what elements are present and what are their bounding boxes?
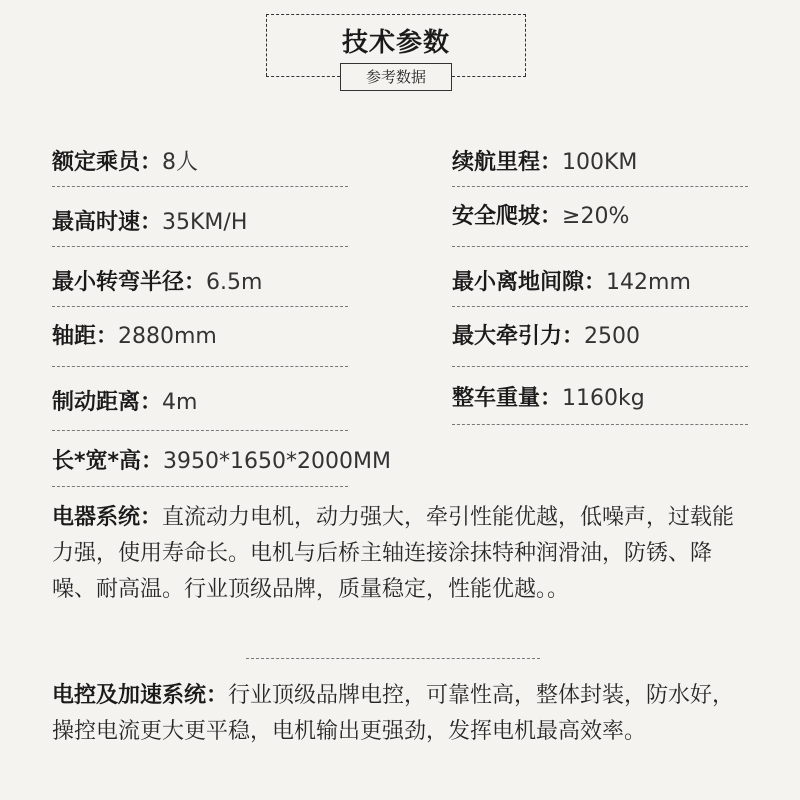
spec-turning-radius (52, 268, 262, 298)
spec-traction (452, 322, 640, 352)
controller-system-paragraph (52, 678, 752, 750)
spec-value: 6.5m (206, 270, 263, 295)
divider (452, 366, 748, 367)
spec-value: 2880mm (118, 324, 217, 349)
spec-value: 142mm (606, 270, 691, 295)
page-subtitle: 参考数据 (340, 63, 452, 91)
spec-weight (452, 384, 645, 414)
spec-value: 2500 (584, 324, 641, 349)
divider (52, 246, 348, 247)
title-frame-bottom-right (452, 76, 526, 77)
spec-braking-distance (52, 388, 197, 418)
electrical-system-paragraph (52, 500, 752, 608)
spec-value: ≥20% (562, 204, 630, 229)
divider (52, 186, 348, 187)
spec-value: 4m (162, 390, 198, 415)
divider (452, 246, 748, 247)
spec-value: 3950*1650*2000MM (163, 449, 391, 474)
spec-label: 最小离地间隙： (452, 270, 607, 295)
page-title: 技术参数 (341, 28, 450, 58)
spec-label: 长*宽*高： (52, 449, 164, 474)
divider (452, 186, 748, 187)
spec-label: 安全爬坡： (452, 204, 563, 229)
divider (452, 306, 748, 307)
spec-label: 制动距离： (52, 390, 163, 415)
spec-value: 1160kg (562, 386, 645, 411)
spec-range (452, 148, 637, 178)
spec-label: 最高时速： (52, 210, 163, 235)
paragraph-text: 行业顶级品牌电控，可靠性高，整体封装，防水好，操控电流更大更平稳，电机输出更强劲，发挥电机最高效率。 (52, 683, 735, 744)
divider (52, 366, 348, 367)
spec-rated-passengers (52, 148, 198, 178)
paragraph-label: 电控及加速系统： (52, 683, 229, 708)
paragraph-label: 电器系统： (52, 505, 163, 530)
divider (52, 306, 348, 307)
spec-label: 续航里程： (452, 150, 563, 175)
spec-value: 100KM (562, 150, 638, 175)
spec-max-speed (52, 208, 247, 238)
spec-dimensions (52, 447, 391, 477)
divider (452, 424, 748, 425)
spec-label: 额定乘员： (52, 150, 163, 175)
spec-label: 最小转弯半径： (52, 270, 207, 295)
divider (52, 486, 348, 487)
divider (52, 430, 348, 431)
spec-label: 最大牵引力： (452, 324, 585, 349)
spec-ground-clearance (452, 268, 691, 298)
spec-label: 整车重量： (452, 386, 563, 411)
spec-climbing (452, 202, 629, 232)
section-divider (246, 658, 540, 659)
title-frame-bottom-left (266, 76, 340, 77)
paragraph-text: 直流动力电机，动力强大，牵引性能优越，低噪声，过载能力强，使用寿命长。电机与后桥主轴连接涂抹特种润滑油，防锈、降噪、耐高温。行业顶级品牌，质量稳定，性能优越。。 (52, 505, 735, 602)
spec-wheelbase (52, 322, 217, 352)
spec-value: 8人 (162, 150, 199, 175)
spec-label: 轴距： (52, 324, 119, 349)
spec-value: 35KM/H (162, 210, 248, 235)
